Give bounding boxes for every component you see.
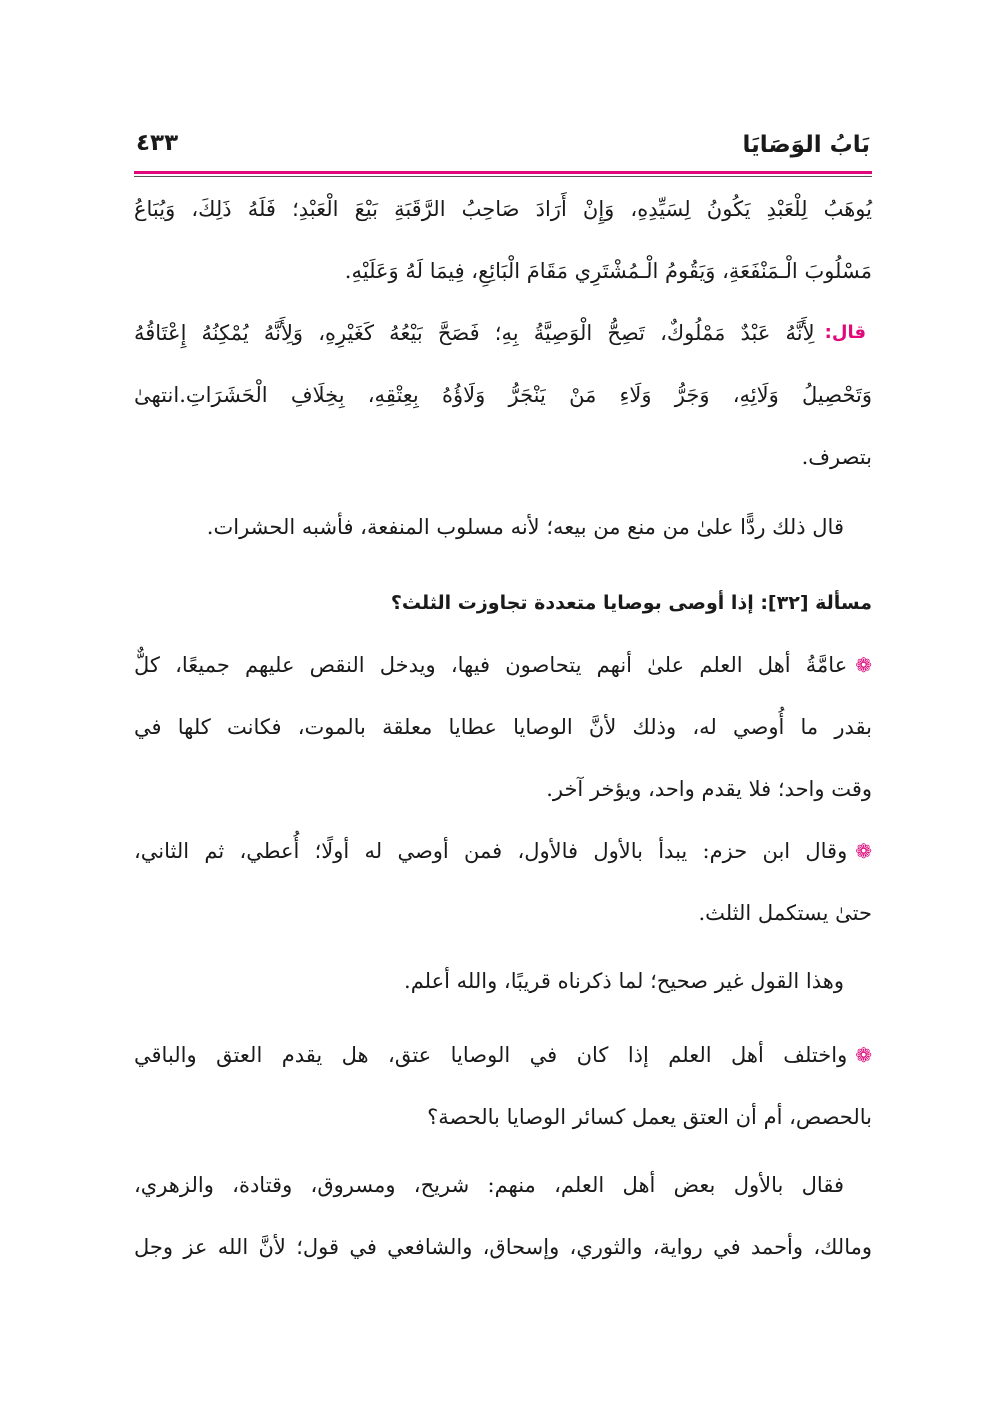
- text-line: بالحصص، أم أن العتق يعمل كسائر الوصايا بالحصة؟: [427, 1105, 872, 1129]
- text-line: حتىٰ يستكمل الثلث.: [698, 901, 872, 925]
- flower-bullet-icon: ❁: [855, 653, 872, 677]
- text-line: [134, 650, 872, 680]
- text-line: فقال بالأول بعض أهل العلم، منهم: شريح، ومسروق، وقتادة، والزهري،: [134, 1173, 844, 1197]
- text-line: يُوهَبُ لِلْعَبْدِ يَكُونُ لِسَيِّدِهِ، وَإِنْ أَرَادَ صَاحِبُ الرَّقَبَةِ بَيْعَ الْعَبْدِ؛ فَلَهُ ذَلِكَ، وَيُبَاعُ: [134, 197, 872, 221]
- text-line: قال ذلك ردًّا علىٰ من منع من بيعه؛ لأنه مسلوب المنفعة، فأشبه الحشرات.: [206, 515, 844, 539]
- text-line: مَسْلُوبَ الْـمَنْفَعَةِ، وَيَقُومُ الْـمُشْتَرِي مَقَامَ الْبَائِعِ، فِيمَا لَهُ وَعَلَيْهِ.: [344, 259, 872, 283]
- text-line-content: وقال ابن حزم: يبدأ بالأول فالأول، فمن أوصي له أولًا؛ أُعطي، ثم الثاني،: [134, 839, 848, 863]
- running-title: بَابُ الوَصَايَا: [742, 132, 870, 158]
- text-line: وهذا القول غير صحيح؛ لما ذكرناه قريبًا، والله أعلم.: [404, 969, 844, 993]
- flower-bullet-icon: ❁: [855, 839, 872, 863]
- header-rule-accent: [134, 171, 872, 174]
- text-line-content: عامَّةُ أهل العلم علىٰ أنهم يتحاصون فيها، ويدخل النقص عليهم جميعًا، كلٌّ: [134, 653, 848, 677]
- quote-label: قال:: [824, 322, 866, 343]
- text-line: [134, 318, 872, 348]
- text-line: [134, 1040, 872, 1070]
- text-line: وقت واحد؛ فلا يقدم واحد، ويؤخر آخر.: [546, 777, 872, 801]
- text-line-content: لِأَنَّهُ عَبْدٌ مَمْلُوكٌ، تَصِحُّ الْوَصِيَّةُ بِهِ؛ فَصَحَّ بَيْعُهُ كَغَيْرِهِ، وَلِأَنَّهُ يُمْكِنُهُ إِعْتَاقُهُ: [134, 321, 815, 345]
- page-header: [136, 128, 870, 170]
- flower-bullet-icon: ❁: [855, 1043, 872, 1067]
- text-line: [134, 836, 872, 866]
- header-rule-thin: [134, 176, 872, 177]
- text-line: بتصرف.: [801, 445, 872, 469]
- text-line: وَتَحْصِيلُ وَلَائِهِ، وَجَرُّ وَلَاءِ مَنْ يَنْجَرُّ وَلَاؤُهُ بِعِتْقِهِ، بِخِلَافِ الْحَشَرَاتِ.انتهىٰ: [134, 383, 872, 407]
- question-text: مسألة [٣٢]: إذا أوصى بوصايا متعددة تجاوزت الثلث؟: [390, 592, 872, 614]
- text-line-content: واختلف أهل العلم إذا كان في الوصايا عتق، هل يقدم العتق والباقي: [134, 1043, 848, 1067]
- text-line: ومالك، وأحمد في رواية، والثوري، وإسحاق، والشافعي في قول؛ لأنَّ الله عز وجل: [134, 1235, 872, 1259]
- text-line: بقدر ما أُوصي له، وذلك لأنَّ الوصايا عطايا معلقة بالموت، فكانت كلها في: [134, 715, 872, 739]
- page-number: ٤٣٣: [136, 130, 179, 156]
